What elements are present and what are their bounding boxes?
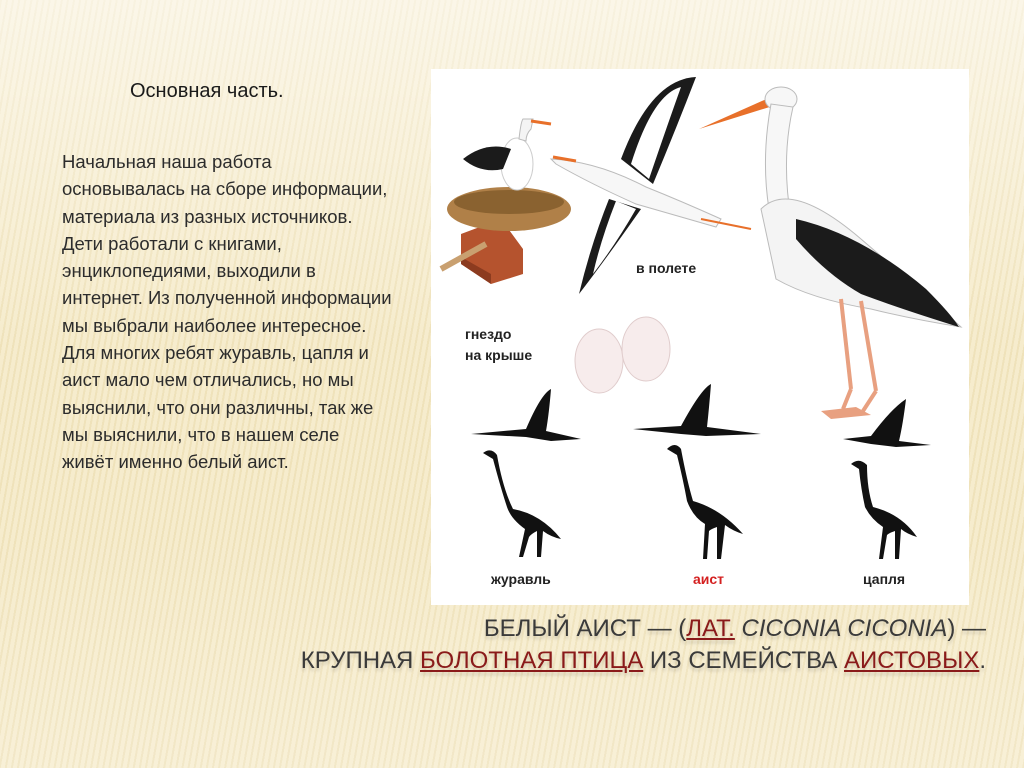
standing-stork-image (699, 87, 961, 419)
stork-illustration (431, 69, 969, 605)
nest-on-roof-image (441, 119, 571, 284)
slide-heading: Основная часть. (130, 80, 284, 102)
link-marsh-bird[interactable]: БОЛОТНАЯ ПТИЦА (420, 647, 644, 674)
caption-part4: ИЗ СЕМЕЙСТВА (643, 647, 845, 674)
label-nest-line2: на крыше (465, 347, 533, 363)
link-stork-family[interactable]: АИСТОВЫХ (844, 647, 980, 674)
caption-part5: . (979, 647, 986, 674)
slide-body-text: Начальная наша работа основывалась на сборе информации, материала из разных источников. Дети работали с книгами, энциклопедиями, выходили в интернет. Из полученной информации мы выбрали наиболее интересное. Для многих ребят журавль, цапля и аист мало чем отличались, но мы выяснили, что они различны, так же мы выяснили, что в нашем селе живёт именно белый аист. (62, 151, 392, 473)
caption (286, 613, 986, 677)
caption-part3: КРУПНАЯ (300, 647, 421, 674)
label-in-flight: в полете (636, 260, 697, 276)
standing-silhouettes (483, 445, 917, 559)
caption-part2: ) — (947, 615, 986, 642)
link-lat[interactable]: ЛАТ. (686, 615, 735, 642)
stork-eggs-image (575, 317, 670, 393)
label-stork: аист (693, 571, 725, 587)
label-heron: цапля (863, 571, 906, 587)
latin-name: CICONIA CICONIA (741, 615, 948, 642)
label-crane: журавль (491, 571, 551, 587)
label-nest-line1: гнездо (465, 326, 512, 342)
caption-part1: БЕЛЫЙ АИСТ — ( (483, 615, 687, 642)
